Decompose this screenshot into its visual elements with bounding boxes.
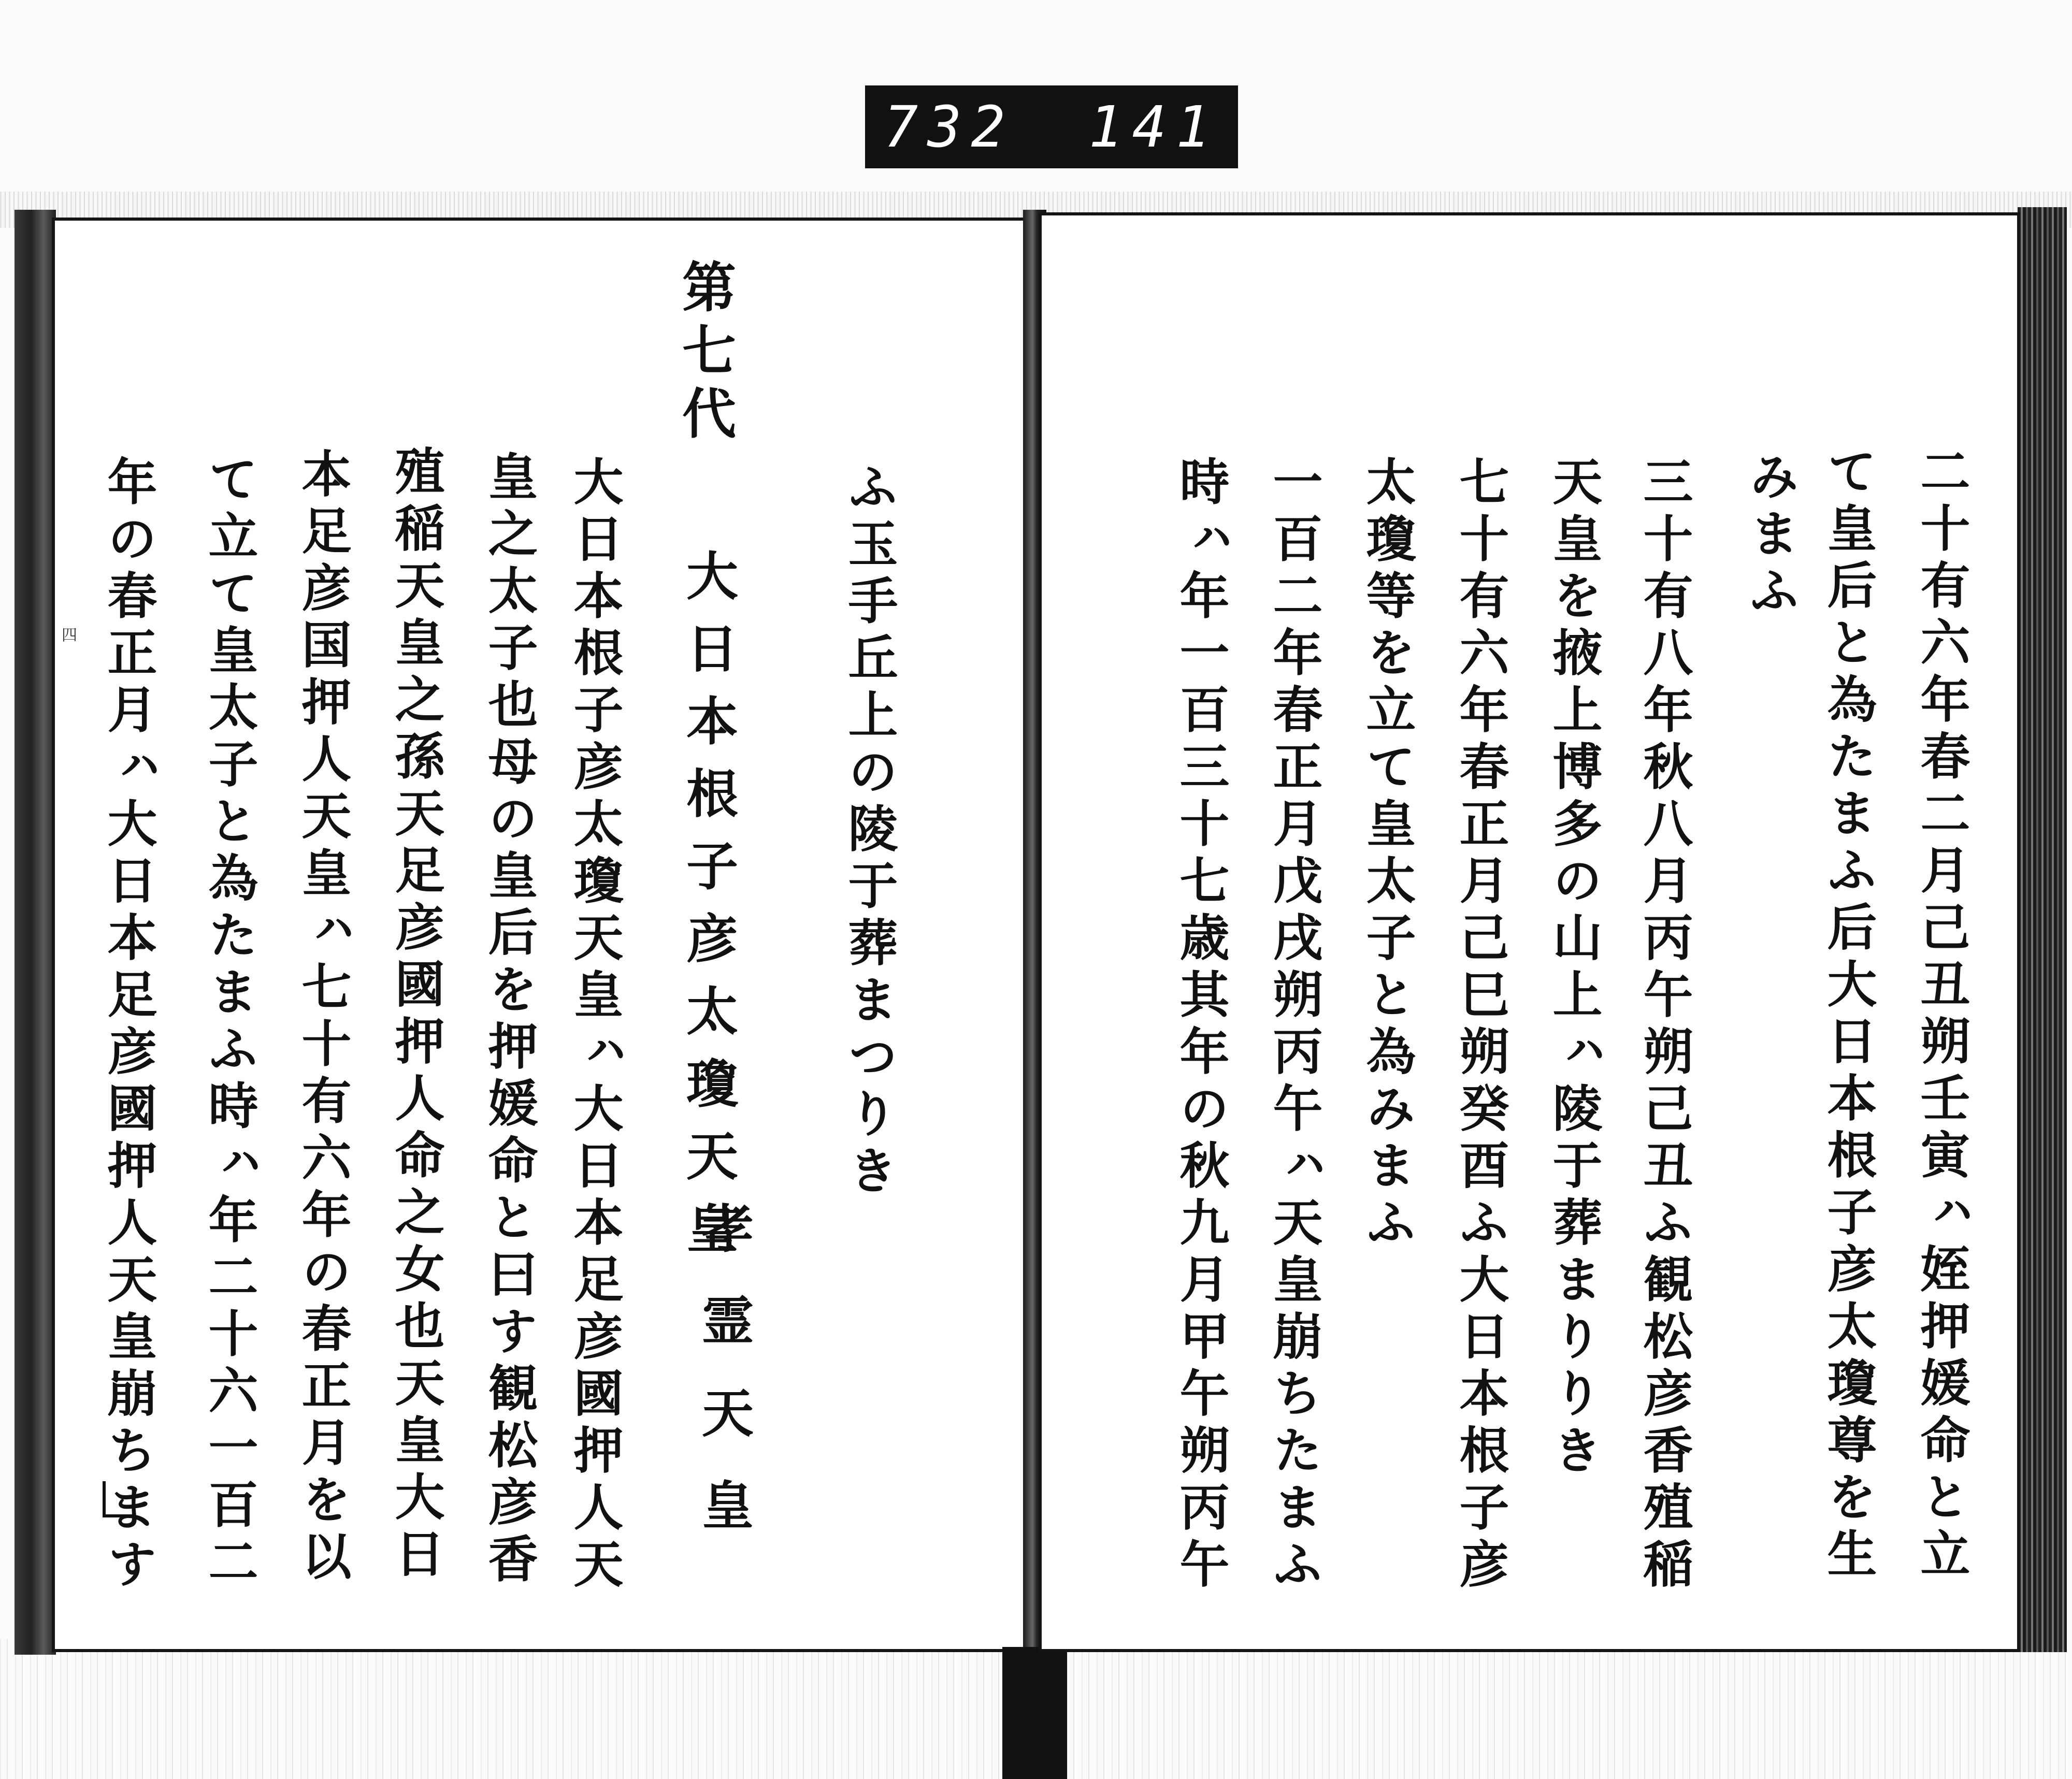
book-edge-left [15,210,56,1655]
posthumous-name-column: 孝霊天皇 [693,1202,754,1570]
book-edge-right [2018,207,2067,1652]
text-column: 一百二年春正月戊戌朔丙午ㇵ天皇崩ちたまふ [1265,456,1323,1595]
text-column: みまふ [1742,451,1800,621]
text-column: 七十有六年春正月己巳朔癸酉ふ大日本根子彦 [1451,456,1510,1595]
text-column: 三十有八年秋八月丙午朔己丑ふ観松彦香殖稲 [1635,456,1694,1595]
text-column: 時ㇵ年一百三十七歳其年の秋九月甲午朔丙午 [1172,456,1230,1595]
chapter-heading: 第七代 [673,259,737,449]
text-column: て立て皇太子と為たまふ時ㇵ年二十六一百二 [200,453,259,1593]
frame-number-left: 732 [884,94,1015,160]
text-column: 皇之太子也母の皇后を押媛命と曰す観松彦香 [480,451,539,1590]
emperor-name-column: 大日本根子彦太瓊天皇 [678,549,739,1274]
text-column: 本足彦国押人天皇ㇵ七十有六年の春正月を以 [294,448,352,1587]
gutter-shadow [1002,1647,1067,1779]
microfilm-frame-label [865,85,1238,168]
text-column: ふ玉手丘上の陵于葬まつりき [840,461,899,1202]
text-column: 太瓊等を立て皇太子と為みまふ [1358,456,1417,1253]
text-column: て皇后と為たまふ后大日本根子彦太瓊尊を生 [1819,445,1878,1585]
text-column: 殖稲天皇之孫天足彦國押人命之女也天皇大日 [387,445,445,1585]
frame-number-right: 141 [1088,94,1219,160]
text-column: 大日本根子彦太瓊天皇ㇵ大日本足彦國押人天 [566,456,624,1595]
closing-bracket-mark [103,1481,134,1517]
text-column: 年の春正月ㇵ大日本足彦國押人天皇崩ちます [99,456,158,1595]
text-column: 天皇を掖上博多の山上ㇵ陵于葬まりりき [1545,456,1603,1481]
text-column: 二十有六年春二月己丑朔壬寅ㇵ姪押媛命と立 [1912,445,1971,1585]
page-number-note: 四 [59,627,77,642]
